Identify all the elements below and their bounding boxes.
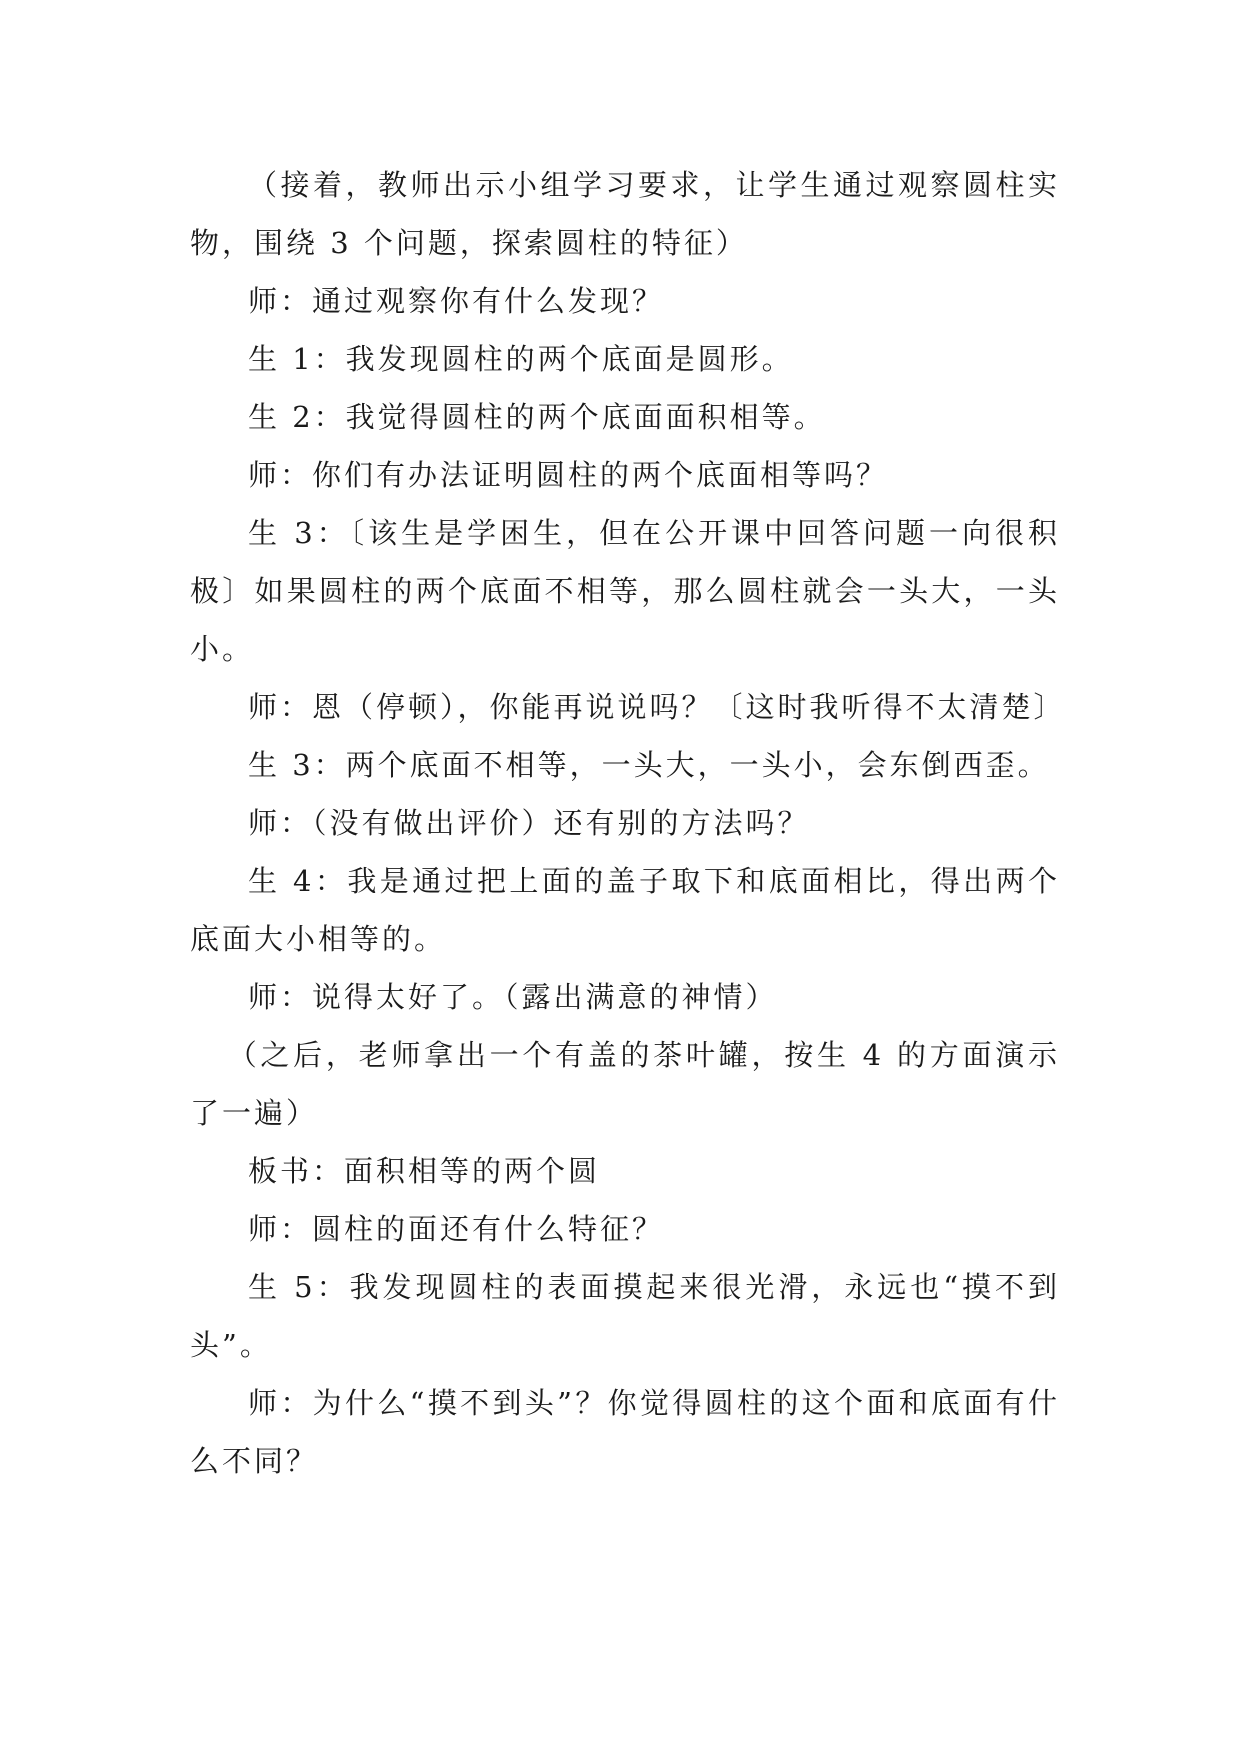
- paragraph-student-3b: 生 3：两个底面不相等，一头大，一头小，会东倒西歪。: [248, 748, 1050, 782]
- paragraph-student-3a: 生 3：〔该生是学困生，但在公开课中回答问题一向很积极〕如果圆柱的两个底面不相等，那么圆柱就会一头大，一头小。: [190, 516, 1060, 666]
- paragraph-intro-note: （接着，教师出示小组学习要求，让学生通过观察圆柱实物，围绕 3 个问题，探索圆柱的特征）: [190, 168, 1060, 260]
- paragraph-board-writing: 板书：面积相等的两个圆: [248, 1154, 601, 1188]
- paragraph-teacher-2: 师：你们有办法证明圆柱的两个底面相等吗？: [248, 458, 889, 492]
- paragraph-teacher-4: 师：（没有做出评价）还有别的方法吗？: [248, 806, 810, 840]
- paragraph-teacher-7: 师：为什么“摸不到头”？你觉得圆柱的这个面和底面有什么不同？: [190, 1386, 1060, 1478]
- paragraph-student-4: 生 4：我是通过把上面的盖子取下和底面相比，得出两个底面大小相等的。: [190, 864, 1060, 956]
- paragraph-student-1: 生 1：我发现圆柱的两个底面是圆形。: [248, 342, 794, 376]
- paragraph-demo-note: （之后，老师拿出一个有盖的茶叶罐，按生 4 的方面演示了一遍）: [190, 1038, 1060, 1130]
- paragraph-teacher-3: 师：恩（停顿），你能再说说吗？〔这时我听得不太清楚〕: [248, 690, 1066, 724]
- document-body: [190, 156, 1066, 1490]
- paragraph-teacher-1: 师：通过观察你有什么发现？: [248, 284, 665, 318]
- paragraph-student-5: 生 5：我发现圆柱的表面摸起来很光滑，永远也“摸不到头”。: [190, 1270, 1060, 1362]
- paragraph-student-2: 生 2：我觉得圆柱的两个底面面积相等。: [248, 400, 826, 434]
- paragraph-teacher-6: 师：圆柱的面还有什么特征？: [248, 1212, 665, 1246]
- paragraph-teacher-5: 师：说得太好了。（露出满意的神情）: [248, 980, 778, 1014]
